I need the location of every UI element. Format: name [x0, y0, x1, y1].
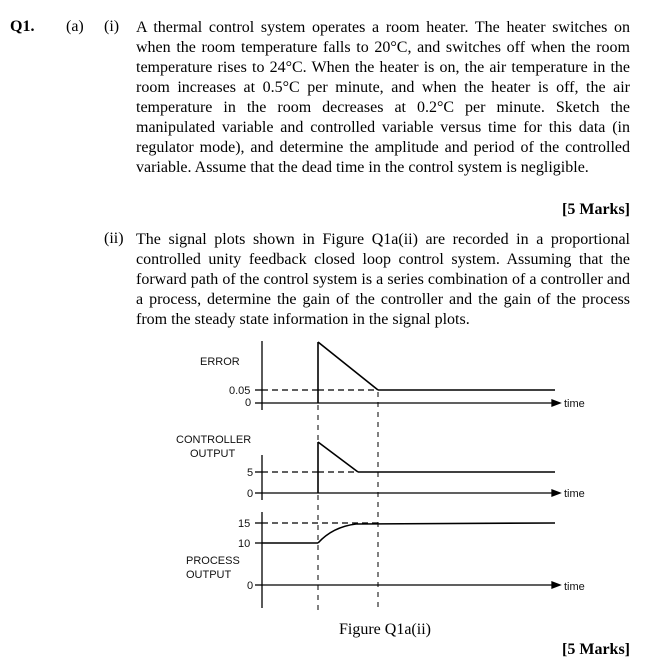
subpart-i-marks: [5 Marks]: [562, 201, 630, 218]
process-time-arrow: [552, 582, 560, 588]
process-label-line1: PROCESS: [186, 555, 240, 567]
question-number: Q1.: [10, 18, 35, 35]
process-value-high: 15: [238, 518, 251, 530]
controller-label-line1: CONTROLLER: [176, 434, 252, 446]
error-time-label: time: [564, 398, 585, 410]
controller-decay: [318, 442, 358, 472]
process-zero-label: 0: [247, 580, 254, 592]
subpart-label-ii: (ii): [104, 230, 124, 247]
process-value-low: 10: [238, 538, 251, 550]
subpart-i-text: A thermal control system operates a room heater. The heater switches on when the room temperature falls to 20°C, and switches off when the room temperature rises to 24°C. When the heater is on, the air temperature in the room increases at 0.5°C per minute, and when the heater is off, the air temperature in the room decreases at 0.2°C per minute. Sketch the manipulated variable and controlled variable versus time for this data (in regulator mode), and determine the amplitude and period of the controlled variable. Assume that the dead time in the control system is negligible.: [136, 19, 630, 176]
process-label-line2: OUTPUT: [186, 569, 232, 581]
controller-time-label: time: [564, 488, 585, 500]
controller-zero-label: 0: [247, 488, 254, 500]
error-label: ERROR: [200, 356, 240, 368]
process-rise-curve: [318, 523, 555, 543]
error-zero-label: 0: [245, 397, 252, 409]
process-time-label: time: [564, 581, 585, 593]
subpart-ii-marks: [5 Marks]: [562, 641, 630, 658]
controller-time-arrow: [552, 490, 560, 496]
subpart-ii-text: The signal plots shown in Figure Q1a(ii) are recorded in a proportional controlled unity feedback closed loop control system. Assuming that the forward path of the control system is a series combination of a controller and a process, determine the gain of the controller and the gain of the process from the steady state information in the signal plots.: [136, 231, 630, 328]
subpart-label-i: (i): [104, 18, 120, 35]
figure-caption: Figure Q1a(ii): [339, 621, 431, 638]
error-value-label: 0.05: [229, 385, 251, 397]
controller-value-label: 5: [247, 467, 254, 479]
part-label: (a): [66, 18, 84, 35]
error-decay: [318, 342, 378, 390]
controller-label-line2: OUTPUT: [190, 448, 236, 460]
error-time-arrow: [552, 400, 560, 406]
